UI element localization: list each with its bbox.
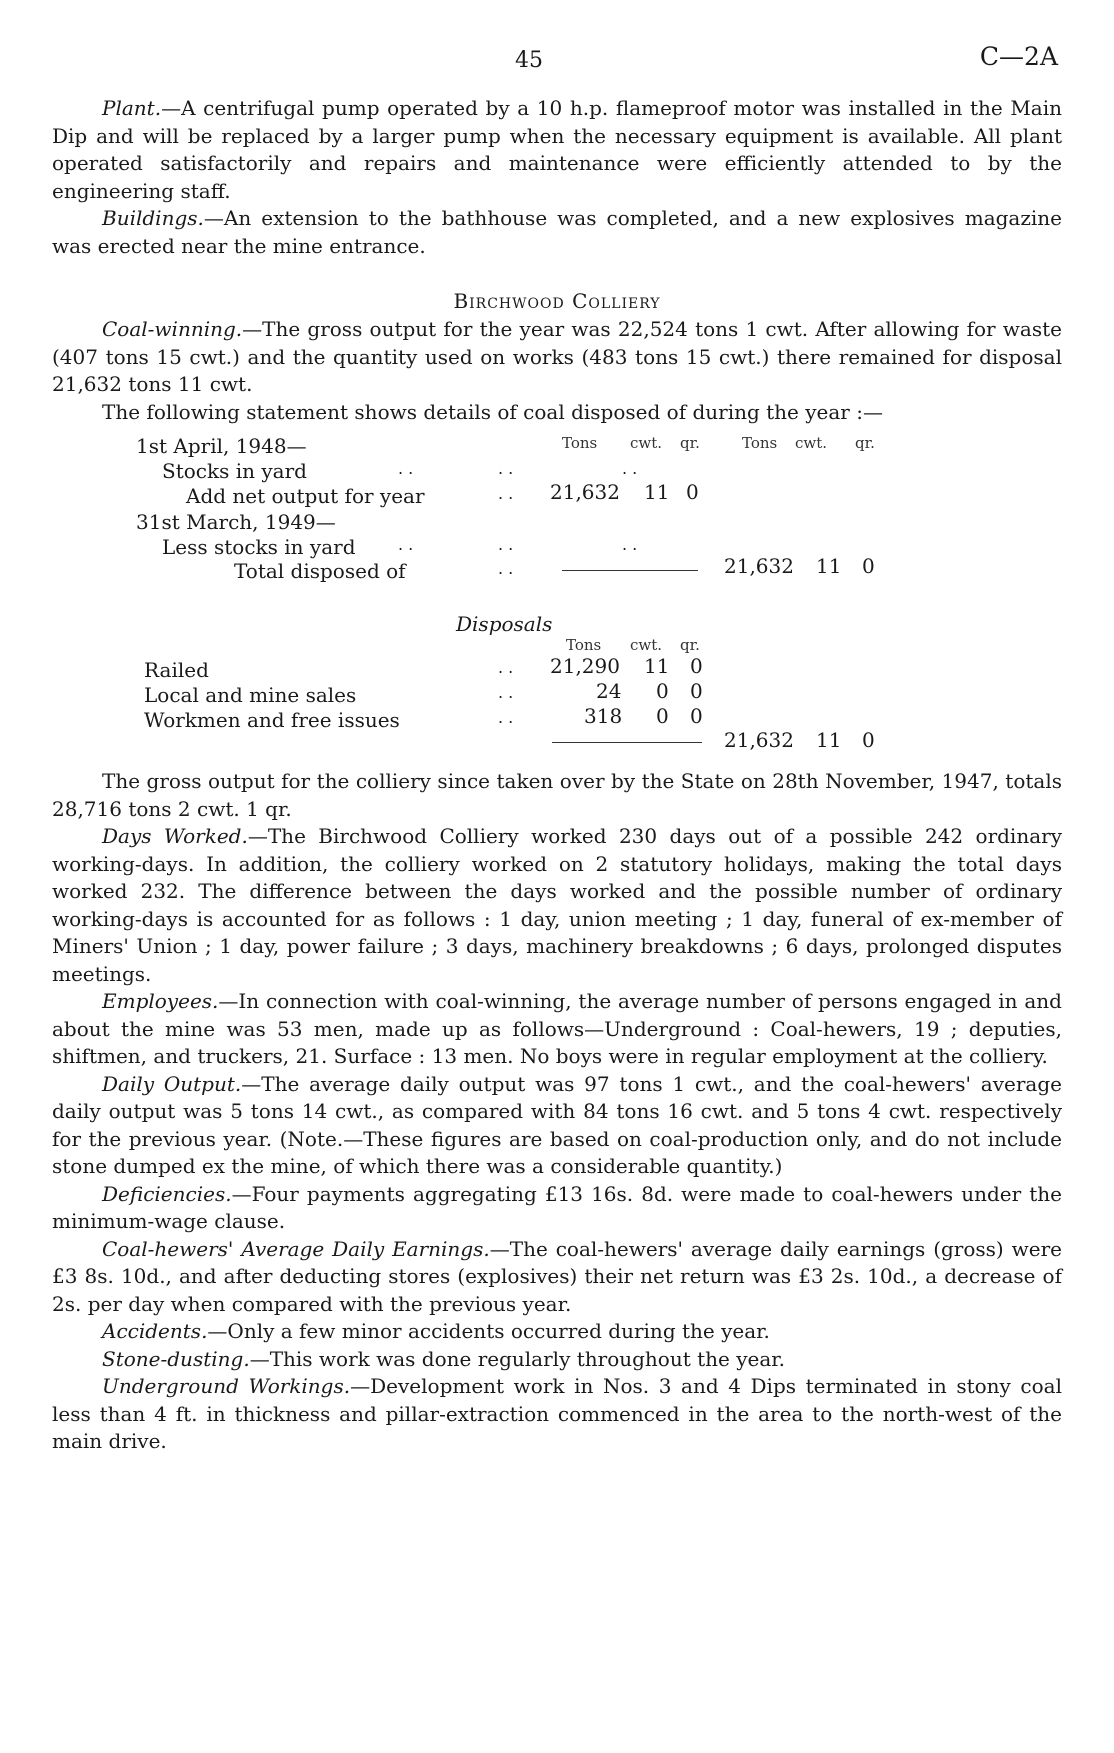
disp-row-label: Local and mine sales xyxy=(144,683,357,707)
daily-output-text: —The average daily output was 97 tons 1 cwt., and the coal-hewers' average daily output was 5 tons 14 cwt., as compared with 84 tons 16 cwt. and 5 tons 4 cwt. respectively for the previous year. (Note.—These figures are based on coal-production only, and do not include stone dumped ex the mine, of which there was a considerable quantity.) xyxy=(52,1071,1062,1178)
disp-row-qr: 0 xyxy=(690,679,703,703)
page-number: 45 xyxy=(515,48,543,73)
disposals-title: Disposals xyxy=(456,612,553,636)
disp-row-label: Workmen and free issues xyxy=(144,708,400,732)
stmt-head-tons: Tons xyxy=(562,434,598,452)
disp-row-cwt: 0 xyxy=(656,704,669,728)
stmt-total-rule xyxy=(562,570,698,571)
document-code: C—2A xyxy=(979,42,1058,71)
disp-total-qr: 0 xyxy=(862,728,875,752)
disp-row-tons: 21,290 xyxy=(550,654,620,678)
disp-row-cwt: 0 xyxy=(656,679,669,703)
plant-label: Plant. xyxy=(102,96,162,120)
stone-dusting-text: —This work was done regularly throughout the year. xyxy=(249,1346,786,1371)
stmt-dots-3b: . . xyxy=(498,535,514,554)
deficiencies-label: Deficiencies. xyxy=(102,1181,232,1206)
stmt-date-2: 31st March, 1949— xyxy=(136,510,336,534)
disp-total-rule xyxy=(552,742,702,743)
coal-winning-block xyxy=(52,316,1062,426)
days-worked-paragraph xyxy=(52,823,1062,988)
disp-head-qr: qr. xyxy=(680,636,700,654)
stmt-dots-2: . . xyxy=(498,484,514,503)
disp-row-dots: . . xyxy=(498,708,514,727)
days-worked-text: —The Birchwood Colliery worked 230 days out of a possible 242 ordinary working-days. In addition, the colliery worked on 2 statutory holidays, making the total days worked 232. The difference between the days worked and the possible number of ordinary working-days is accounted for as follows : 1 day, union meeting ; 1 day, funeral of ex-member of Miners' Union ; 1 day, power failure ; 3 days, machinery breakdowns ; 6 days, prolonged disputes meetings. xyxy=(52,824,1062,986)
plant-text: —A centrifugal pump operated by a 10 h.p. flameproof motor was installed in the Main Dip and will be replaced by a larger pump when the necessary equipment is available. All plant operated satisfactorily and repairs and maintenance were efficiently attended to by the engineering staff. xyxy=(52,96,1062,203)
coal-winning-text: —The gross output for the year was 22,524 tons 1 cwt. After allowing for waste (407 tons 15 cwt.) and the quantity used on works (483 tons 15 cwt.) there remained for disposal 21,632 tons 11 cwt. xyxy=(52,317,1062,396)
stmt-dots-3: . . xyxy=(398,535,414,554)
disp-total-tons: 21,632 xyxy=(724,728,794,752)
disp-row-cwt: 11 xyxy=(644,654,670,678)
stmt-add-net-label: Add net output for year xyxy=(186,484,425,508)
stmt-dots-1c: . . xyxy=(622,459,638,478)
employees-text: —In connection with coal-winning, the average number of persons engaged in and about the mine was 53 men, made up as follows—Underground : Coal-hewers, 19 ; deputies, shiftmen, and truckers, 21. Surface : 13 men. No boys were in regular employment at the colliery. xyxy=(52,989,1062,1068)
statement-intro: The following statement shows details of coal disposed of during the year :— xyxy=(102,399,883,424)
disp-total-cwt: 11 xyxy=(816,728,842,752)
stmt-add-tons: 21,632 xyxy=(550,480,620,504)
disp-head-tons: Tons xyxy=(566,636,602,654)
stone-dusting-label: Stone-dusting. xyxy=(102,1346,250,1371)
colliery-details xyxy=(52,768,1062,1456)
deficiencies-paragraph xyxy=(52,1181,1062,1236)
stmt-add-cwt: 11 xyxy=(644,480,670,504)
stmt-stocks-label: Stocks in yard xyxy=(162,459,307,483)
stmt-date-1: 1st April, 1948— xyxy=(136,434,307,458)
deficiencies-text: —Four payments aggregating £13 16s. 8d. were made to coal-hewers under the minimum-wage clause. xyxy=(52,1181,1062,1233)
stmt-add-qr: 0 xyxy=(686,480,699,504)
disp-head-cwt: cwt. xyxy=(630,636,663,654)
buildings-text: —An extension to the bathhouse was completed, and a new explosives magazine was erected near the mine entrance. xyxy=(52,206,1062,258)
gross-output-paragraph: The gross output for the colliery since taken over by the State on 28th November, 1947, totals 28,716 tons 2 cwt. 1 qr. xyxy=(52,769,1062,821)
stmt-total-qr: 0 xyxy=(862,554,875,578)
earnings-label: Coal-hewers' Average Daily Earnings. xyxy=(102,1236,490,1261)
disp-row-qr: 0 xyxy=(690,654,703,678)
coal-winning-paragraph xyxy=(52,316,1062,399)
disp-row-dots: . . xyxy=(498,683,514,702)
disp-row-dots: . . xyxy=(498,658,514,677)
disp-row-label: Railed xyxy=(144,658,209,682)
accidents-label: Accidents. xyxy=(102,1319,208,1343)
accidents-paragraph xyxy=(52,1318,1062,1346)
coal-winning-label: Coal-winning. xyxy=(102,317,243,341)
accidents-text: —Only a few minor accidents occurred during the year. xyxy=(207,1319,770,1343)
underground-paragraph xyxy=(52,1373,1062,1456)
days-worked-label: Days Worked. xyxy=(102,824,248,848)
buildings-label: Buildings. xyxy=(102,206,204,230)
stmt-total-tons: 21,632 xyxy=(724,554,794,578)
stmt-less-stocks-label: Less stocks in yard xyxy=(162,535,356,559)
stmt-dots-4: . . xyxy=(498,559,514,578)
stmt-head-qr-2: qr. xyxy=(855,434,875,452)
stmt-dots-1: . . xyxy=(398,459,414,478)
plant-paragraph xyxy=(52,95,1062,205)
daily-output-paragraph xyxy=(52,1071,1062,1181)
stmt-total-label: Total disposed of xyxy=(234,559,406,583)
stmt-head-qr: qr. xyxy=(680,434,700,452)
employees-label: Employees. xyxy=(102,989,219,1013)
stmt-dots-3c: . . xyxy=(622,535,638,554)
stmt-head-cwt-2: cwt. xyxy=(795,434,828,452)
buildings-paragraph xyxy=(52,205,1062,260)
underground-label: Underground Workings. xyxy=(102,1374,351,1398)
disp-row-tons: 24 xyxy=(596,679,622,703)
intro-block xyxy=(52,95,1062,260)
daily-output-label: Daily Output. xyxy=(102,1071,242,1096)
earnings-paragraph xyxy=(52,1236,1062,1319)
stmt-head-cwt: cwt. xyxy=(630,434,663,452)
earnings-text: —The coal-hewers' average daily earnings (gross) were £3 8s. 10d., and after deducting stores (explosives) their net return was £3 2s. 10d., a decrease of 2s. per day when compared with the previous year. xyxy=(52,1236,1062,1316)
employees-paragraph xyxy=(52,988,1062,1071)
underground-text: —Development work in Nos. 3 and 4 Dips terminated in stony coal less than 4 ft. in thickness and pillar-extraction commenced in the area to the north-west of the main drive. xyxy=(52,1374,1062,1453)
stmt-total-cwt: 11 xyxy=(816,554,842,578)
stmt-head-tons-2: Tons xyxy=(742,434,778,452)
disp-row-tons: 318 xyxy=(584,704,623,728)
disp-row-qr: 0 xyxy=(690,704,703,728)
stmt-dots-1b: . . xyxy=(498,459,514,478)
section-title: Birchwood Colliery xyxy=(453,289,661,313)
stone-dusting-paragraph xyxy=(52,1346,1062,1374)
